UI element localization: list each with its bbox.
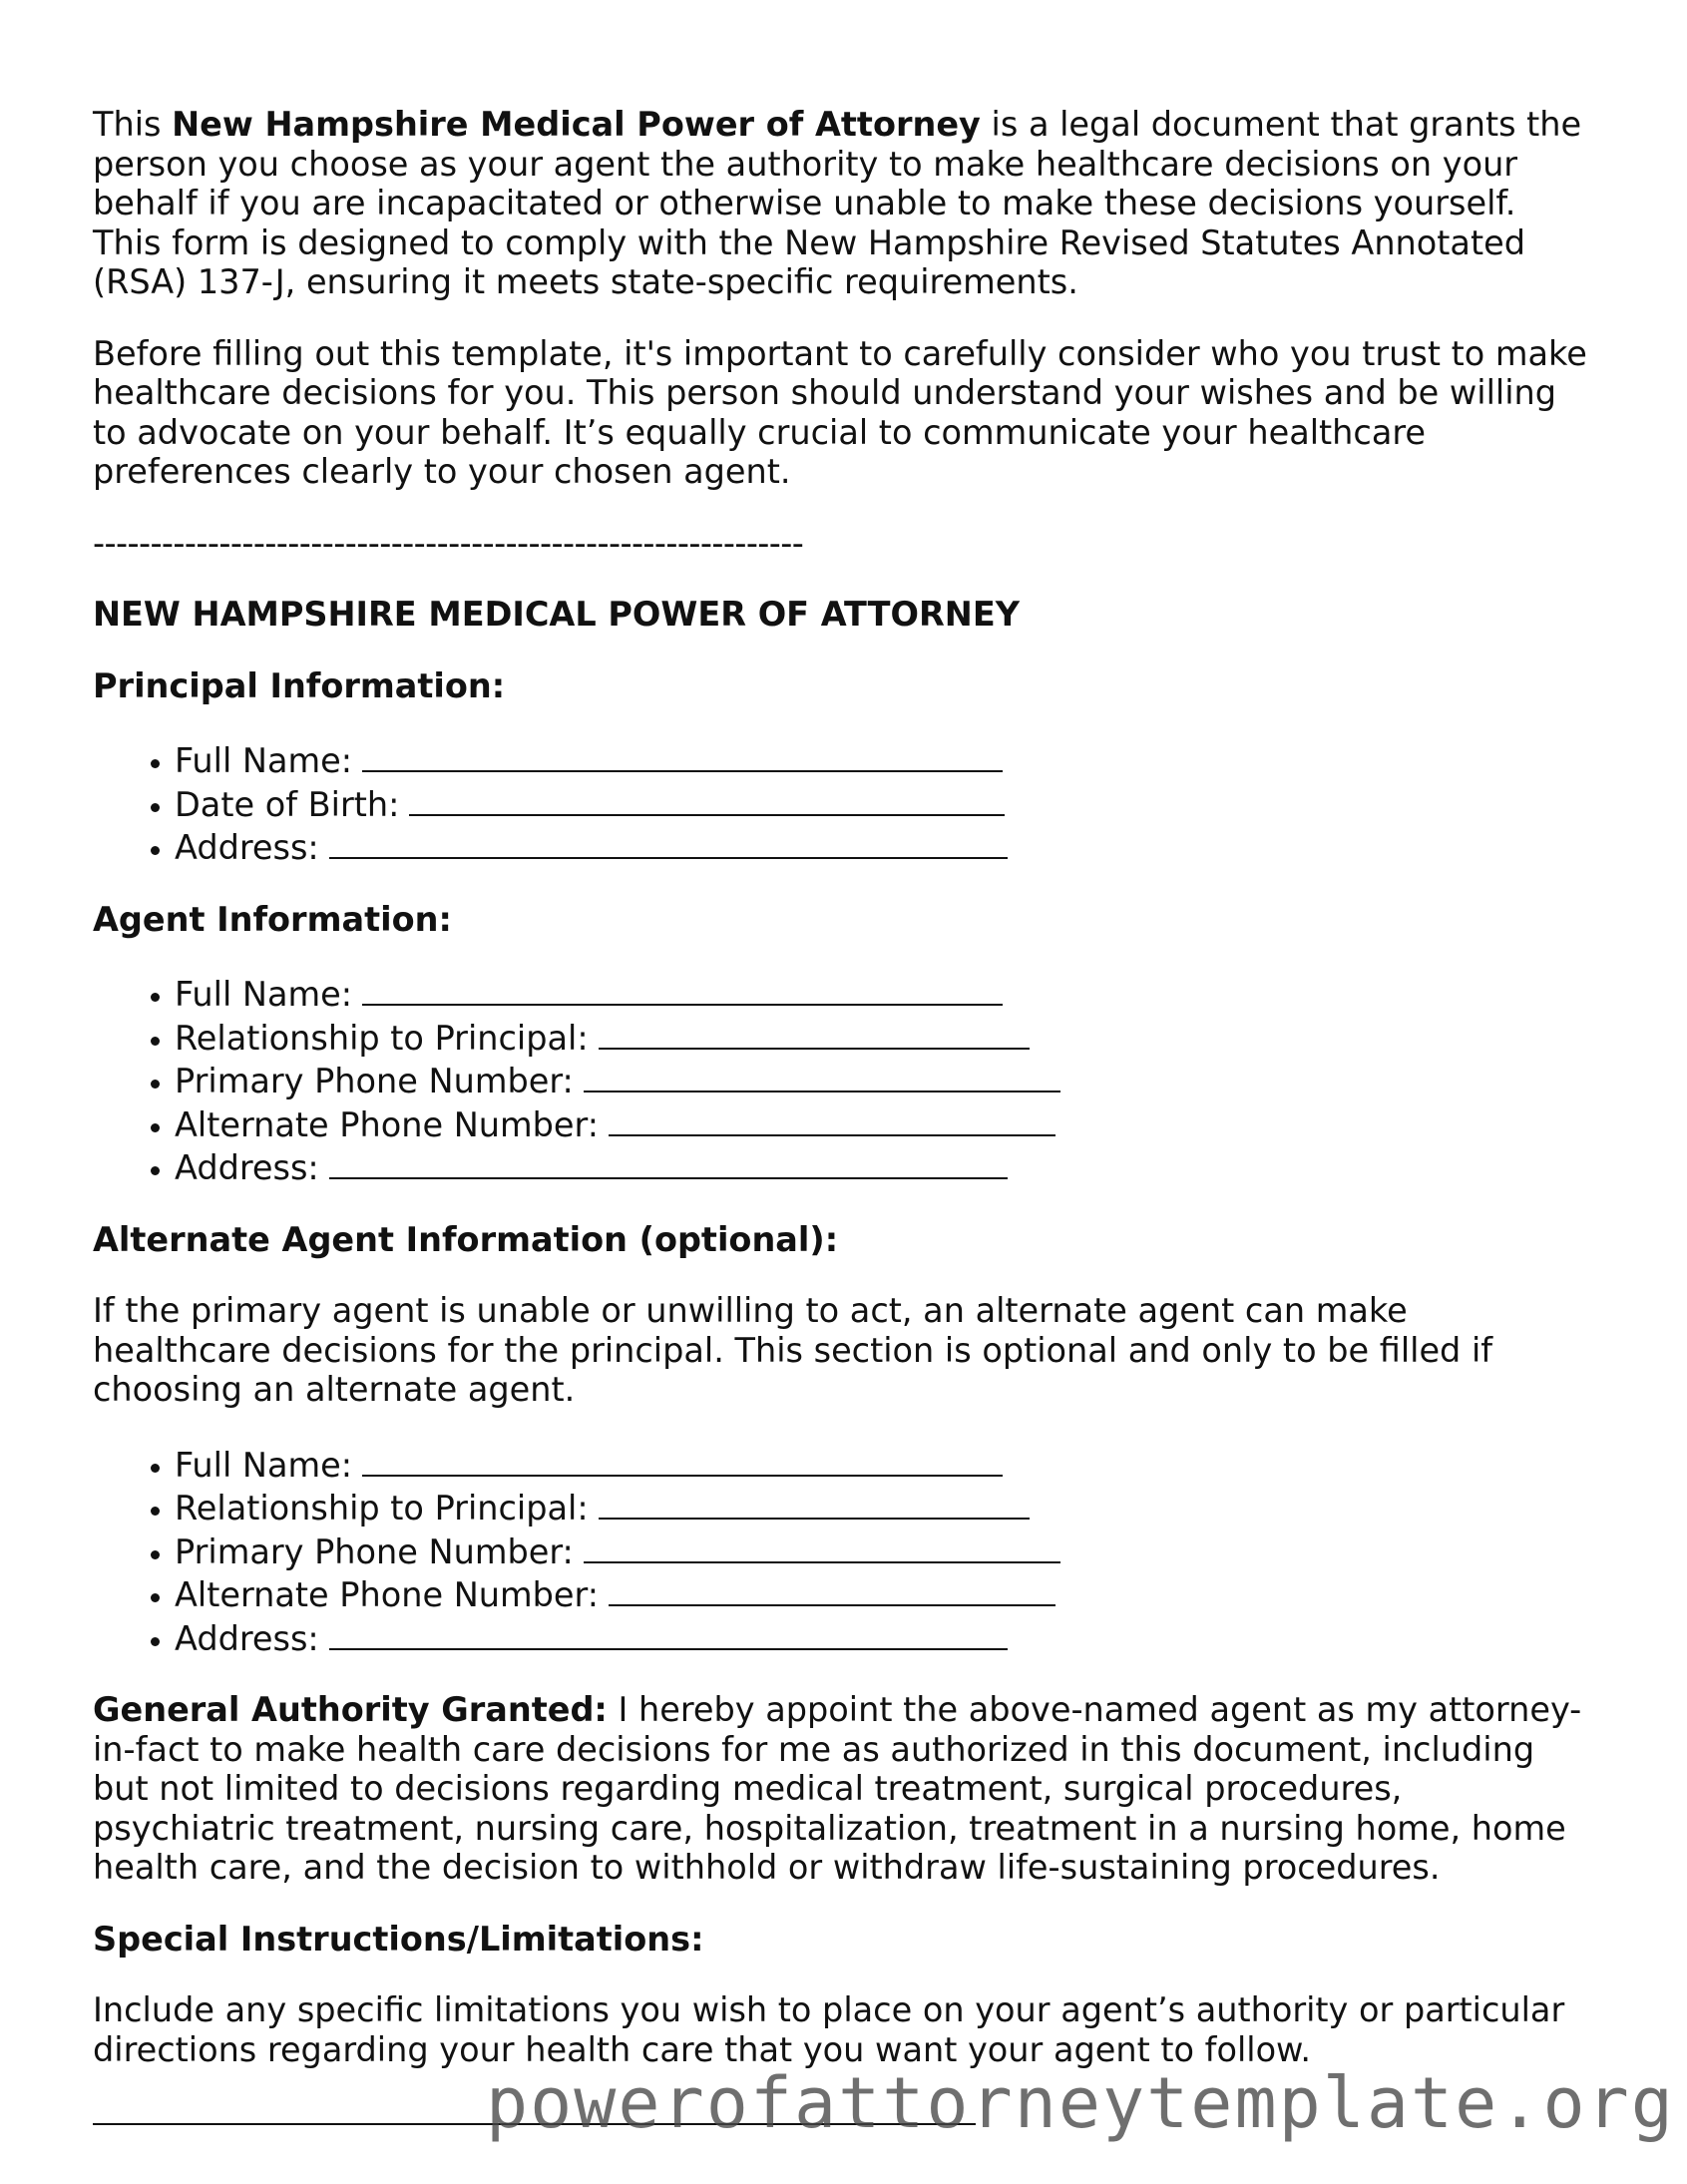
alt-agent-address-row bbox=[175, 1615, 1594, 1659]
section-divider: -------------------------------------------------------------- bbox=[93, 523, 804, 563]
field-label: Address: bbox=[175, 1618, 319, 1658]
intro-lead: This bbox=[93, 105, 173, 144]
alternate-agent-heading: Alternate Agent Information (optional): bbox=[93, 1219, 839, 1259]
field-label: Address: bbox=[175, 1148, 319, 1187]
field-label: Primary Phone Number: bbox=[175, 1062, 574, 1100]
principal-full-name-row bbox=[175, 737, 1594, 781]
agent-relationship-row bbox=[175, 1015, 1594, 1059]
watermark: powerofattorneytemplate.org bbox=[486, 2062, 1675, 2144]
intro-paragraph-2: Before filling out this template, it's important to carefully consider who you trust to make healthcare decisions for you. This person should understand your wishes and be willing to advocate on your behalf. It’s equally crucial to communicate your healthcare preferences clearly to your chosen agent. bbox=[93, 333, 1587, 491]
intro-body: is a legal document that grants the person you choose as your agent the authority to make healthcare decisions on your behalf if you are incapacitated or otherwise unable to make these decisions yourself. This form is designed to comply with the New Hampshire Revised Statutes Annotated (RSA) 137-J, ensuring it meets state-specific requirements. bbox=[93, 105, 1582, 301]
alt-agent-full-name-field[interactable] bbox=[362, 1442, 1003, 1477]
agent-primary-phone-field[interactable] bbox=[584, 1058, 1060, 1092]
alt-agent-alternate-phone-field[interactable] bbox=[609, 1571, 1055, 1606]
alt-agent-primary-phone-field[interactable] bbox=[584, 1529, 1060, 1563]
alt-agent-full-name-row bbox=[175, 1442, 1594, 1486]
alt-agent-relationship-row bbox=[175, 1485, 1594, 1529]
principal-dob-field[interactable] bbox=[409, 781, 1005, 816]
principal-address-row bbox=[175, 824, 1594, 868]
general-authority-label: General Authority Granted: bbox=[93, 1690, 608, 1729]
alt-agent-relationship-field[interactable] bbox=[599, 1485, 1030, 1520]
field-label: Relationship to Principal: bbox=[175, 1489, 589, 1528]
field-label: Primary Phone Number: bbox=[175, 1531, 574, 1571]
field-label: Relationship to Principal: bbox=[175, 1018, 589, 1058]
agent-fields bbox=[93, 971, 1594, 1188]
special-instructions-text: Include any specific limitations you wish to place on your agent’s authority or particular directions regarding your health care that you want your agent to follow. bbox=[93, 1990, 1565, 2069]
principal-fields bbox=[93, 737, 1594, 868]
field-label: Address: bbox=[175, 828, 319, 867]
agent-primary-phone-row bbox=[175, 1058, 1594, 1101]
agent-relationship-field[interactable] bbox=[599, 1015, 1030, 1050]
general-authority-text: I hereby appoint the above-named agent as my attorney-in-fact to make health care decisions for me as authorized in this document, including but not limited to decisions regarding medical treatment, surgical procedures, psychiatric treatment, nursing care, hospitalization, treatment in a nursing home, home health care, and the decision to withhold or withdraw life-sustaining procedures. bbox=[93, 1690, 1582, 1887]
special-instructions-heading: Special Instructions/Limitations: bbox=[93, 1919, 704, 1959]
field-label: Alternate Phone Number: bbox=[175, 1575, 599, 1614]
field-label: Date of Birth: bbox=[175, 784, 400, 824]
form-title: NEW HAMPSHIRE MEDICAL POWER OF ATTORNEY bbox=[93, 595, 1020, 634]
agent-address-field[interactable] bbox=[329, 1144, 1008, 1179]
general-authority-paragraph bbox=[93, 1690, 1594, 1888]
principal-address-field[interactable] bbox=[329, 824, 1008, 859]
agent-full-name-row bbox=[175, 971, 1594, 1015]
document-name: New Hampshire Medical Power of Attorney bbox=[172, 105, 981, 144]
agent-heading: Agent Information: bbox=[93, 899, 452, 939]
document-page bbox=[93, 105, 1594, 2101]
agent-full-name-field[interactable] bbox=[362, 971, 1003, 1006]
alternate-agent-description: If the primary agent is unable or unwilling to act, an alternate agent can make healthcare decisions for the principal. This section is optional and only to be filled if choosing an alternate agent. bbox=[93, 1291, 1493, 1409]
field-label: Full Name: bbox=[175, 975, 353, 1014]
field-label: Alternate Phone Number: bbox=[175, 1104, 599, 1144]
field-label: Full Name: bbox=[175, 741, 353, 780]
alt-agent-alternate-phone-row bbox=[175, 1571, 1594, 1615]
agent-alternate-phone-field[interactable] bbox=[609, 1101, 1055, 1136]
principal-full-name-field[interactable] bbox=[362, 737, 1003, 772]
principal-dob-row bbox=[175, 781, 1594, 825]
intro-paragraph-1 bbox=[93, 105, 1594, 302]
alt-agent-address-field[interactable] bbox=[329, 1615, 1008, 1650]
principal-heading: Principal Information: bbox=[93, 665, 506, 705]
alt-agent-primary-phone-row bbox=[175, 1529, 1594, 1572]
agent-address-row bbox=[175, 1144, 1594, 1188]
field-label: Full Name: bbox=[175, 1445, 353, 1485]
alternate-agent-fields bbox=[93, 1442, 1594, 1659]
agent-alternate-phone-row bbox=[175, 1101, 1594, 1145]
